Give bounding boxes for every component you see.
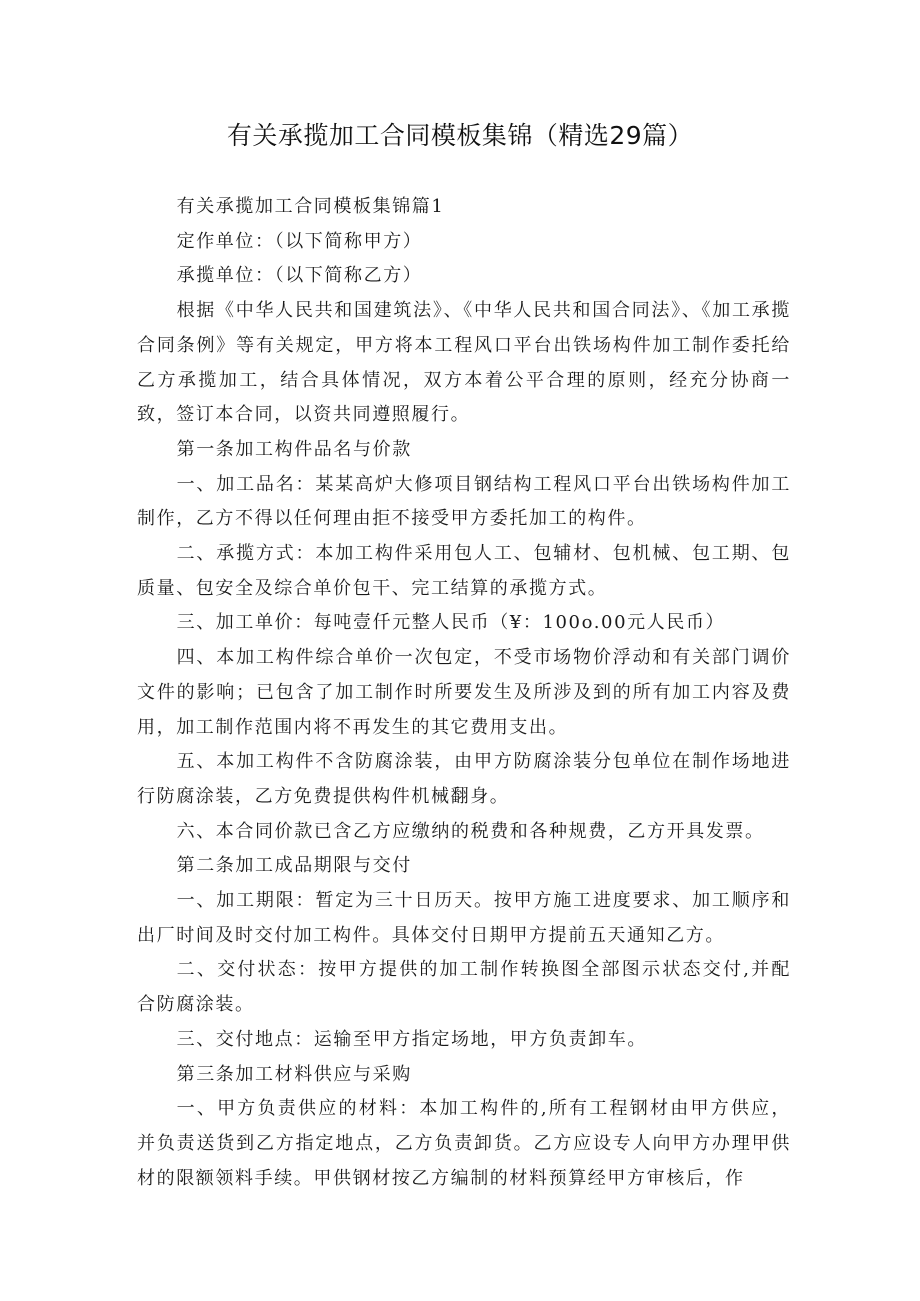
article-heading: 第三条加工材料供应与采购: [176, 1063, 412, 1085]
document-title: 有关承揽加工合同模板集锦（精选29篇）: [226, 121, 694, 150]
article-heading: 第一条加工构件品名与价款: [176, 438, 412, 460]
preamble-paragraph: 根据《中华人民共和国建筑法》、《中华人民共和国合同法》、《加工承揽合同条例》等有关规定，甲方将本工程风口平台出铁场构件加工制作委托给乙方承揽加工，结合具体情况，双方本着公平合理的原则，经充分协商一致，签订本合同，以资共同遵照履行。: [137, 300, 791, 426]
clause-paragraph: 一、甲方负责供应的材料：本加工构件的,所有工程钢材由甲方供应，并负责送货到乙方指定地点，乙方负责卸货。乙方应设专人向甲方办理甲供材的限额领料手续。甲供钢材按乙方编制的材料预算经甲方审核后，作: [137, 1098, 791, 1189]
clause-paragraph: 二、承揽方式：本加工构件采用包人工、包辅材、包机械、包工期、包质量、包安全及综合单价包干、完工结算的承揽方式。: [137, 543, 791, 599]
clause-paragraph: 一、加工品名：某某高炉大修项目钢结构工程风口平台出铁场构件加工制作，乙方不得以任何理由拒不接受甲方委托加工的构件。: [137, 473, 791, 530]
clause-paragraph: 五、本加工构件不含防腐涂装，由甲方防腐涂装分包单位在制作场地进行防腐涂装，乙方免费提供构件机械翻身。: [137, 751, 791, 807]
party-b-line: 承揽单位：（以下简称乙方）: [176, 265, 423, 287]
section-heading: 有关承揽加工合同模板集锦篇1: [176, 196, 445, 217]
clause-paragraph: 三、加工单价：每吨壹仟元整人民币（¥：100o.00元人民币）: [176, 612, 726, 634]
document-body: [137, 190, 791, 1196]
clause-paragraph: 三、交付地点：运输至甲方指定场地，甲方负责卸车。: [176, 1028, 647, 1050]
clause-paragraph: 二、交付状态：按甲方提供的加工制作转换图全部图示状态交付,并配合防腐涂装。: [137, 959, 791, 1016]
article-heading: 第二条加工成品期限与交付: [176, 855, 412, 877]
clause-paragraph: 四、本加工构件综合单价一次包定，不受市场物价浮动和有关部门调价文件的影响；已包含了加工制作时所要发生及所涉及到的所有加工内容及费用，加工制作范围内将不再发生的其它费用支出。: [137, 647, 791, 738]
clause-paragraph: 一、加工期限：暂定为三十日历天。按甲方施工进度要求、加工顺序和出厂时间及时交付加工构件。具体交付日期甲方提前五天通知乙方。: [137, 890, 791, 946]
clause-paragraph: 六、本合同价款已含乙方应缴纳的税费和各种规费，乙方开具发票。: [176, 820, 765, 842]
party-a-line: 定作单位：（以下简称甲方）: [176, 230, 423, 252]
